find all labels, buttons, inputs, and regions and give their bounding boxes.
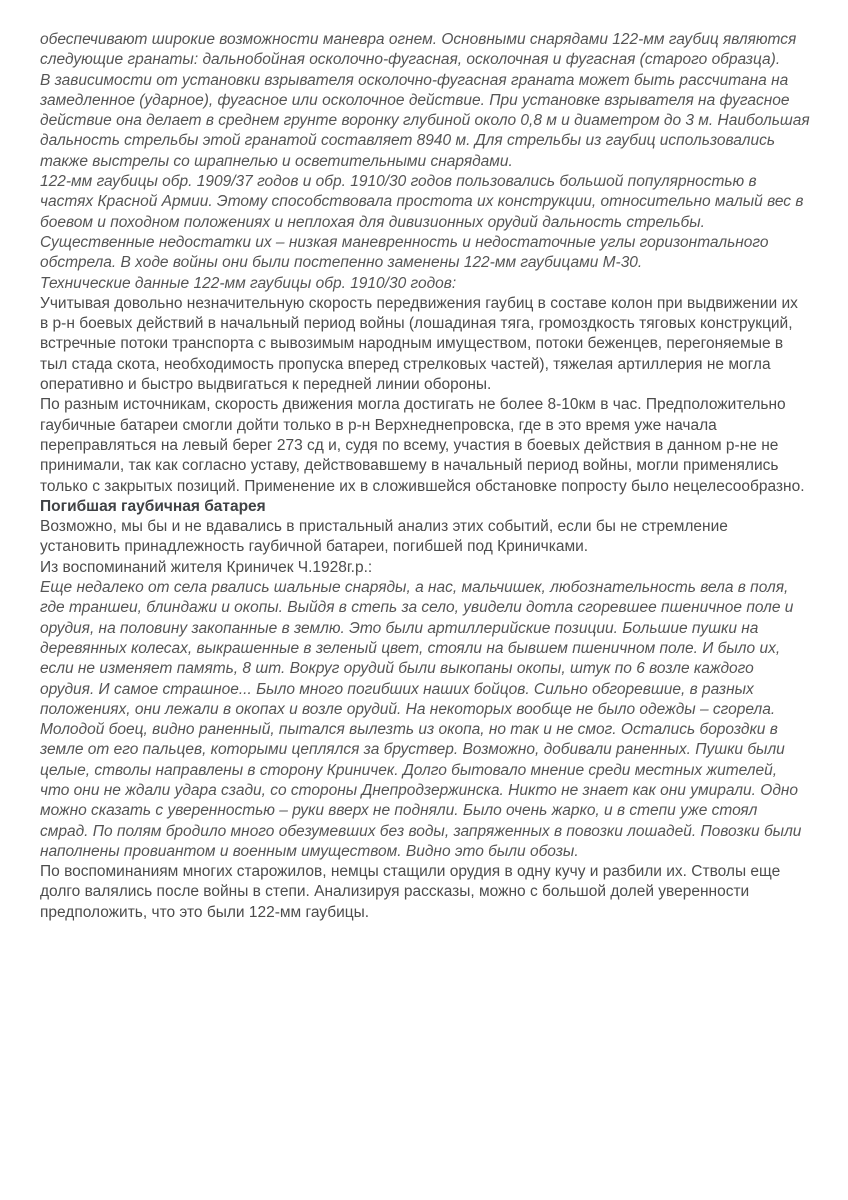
paragraph-fuse-settings: В зависимости от установки взрывателя осколочно-фугасная граната может быть рассчитана на замедленное (ударное), фугасное или осколочное действие. При установке взрывателя на фугасное действие она делает в среднем грунте воронку глубиной около 0,8 м и диаметром до 3 м. Наибольшая дальность стрельбы этой гранатой составляет 8940 м. Для стрельбы из гаубиц использовались также выстрелы со шрапнелью и осветительными снарядами.	[40, 71, 810, 170]
paragraph-sources-speed: По разным источникам, скорость движения могла достигать не более 8-10км в час. Предположительно гаубичные батареи смогли дойти только в р-н Верхнеднепровска, где в это время уже начала переправляться на левый берег 273 сд и, судя по всему, участия в боевых действия в данном р-не не принимали, так как согласно уставу, действовавшему в начальный период войны, могли применялись только с закрытых позиций. Применение их в сложившейся обстановке попросту было нецелесообразно.	[40, 396, 805, 495]
paragraph-march-speed: Учитывая довольно незначительную скорость передвижения гаубиц в составе колон при выдвижении их в р-н боевых действий в начальный период войны (лошадиная тяга, громоздкость тяговых конструкций, встречные потоки транспорта с вывозимым народным имуществом, потоки беженцев, перегоняемые в тыл стада скота, необходимость пропуска вперед стрелковых частей), тяжелая артиллерия не могла оперативно и быстро выдвигаться к передней линии обороны.	[40, 294, 798, 394]
paragraph-shells-intro: обеспечивают широкие возможности маневра огнем. Основными снарядами 122-мм гаубиц являются следующие гранаты: дальнобойная осколочно-фугасная, осколочная и фугасная (старого образца).	[40, 31, 797, 69]
section-heading-lost-battery: Погибшая гаубичная батарея	[40, 497, 266, 515]
paragraph-memoir-intro: Из воспоминаний жителя Криничек Ч.1928г.р.:	[40, 558, 373, 576]
paragraph-tech-data-label: Технические данные 122-мм гаубицы обр. 1910/30 годов:	[40, 274, 457, 292]
paragraph-memoir-quote: Еще недалеко от села рвались шальные снаряды, а нас, мальчишек, любознательность вела в поля, где траншеи, блиндажи и окопы. Выйдя в степь за село, увидели дотла сгоревшее пшеничное поле и орудия, на половину закопанные в землю. Это были артиллерийские позиции. Большие пушки на деревянных колесах, выкрашенные в зеленый цвет, стояли на бывшем пшеничном поле. И было их, если не изменяет память, 8 шт. Вокруг орудий были выкопаны окопы, штук по 6 возле каждого орудия. И самое страшное... Было много погибших наших бойцов. Сильно обгоревшие, в разных положениях, они лежали в окопах и возле орудий. На некоторых вообще не было одежды – сгорела. Молодой боец, видно раненный, пытался вылезть из окопа, но так и не смог. Остались бороздки в земле от его пальцев, которыми цеплялся за бруствер. Возможно, добивали раненных. Пушки были целые, стволы направлены в сторону Криничек. Долго бытовало мнение среди местных жителей, что они не ждали удара сзади, со стороны Днепродзержинска. Никто не знает как они умирали. Одно можно сказать с уверенностью – руки вверх не подняли. Было очень жарко, и в степи уже стоял смрад. По полям бродило много обезумевших без воды, запряженных в повозки лошадей. Повозки были наполнены провиантом и военным имуществом. Видно это были обозы.	[40, 579, 802, 860]
paragraph-analysis-reason: Возможно, мы бы и не вдавались в пристальный анализ этих событий, если бы не стремление установить принадлежность гаубичной батареи, погибшей под Криничками.	[40, 518, 728, 556]
paragraph-howitzer-popularity: 122-мм гаубицы обр. 1909/37 годов и обр. 1910/30 годов пользовались большой популярностью в частях Красной Армии. Этому способствовала простота их конструкции, относительно малый вес в боевом и походном положениях и неплохая для дивизионных орудий дальность стрельбы. Существенные недостатки их – низкая маневренность и недостаточные углы горизонтального обстрела. В ходе войны они были постепенно заменены 122-мм гаубицами М-30.	[40, 173, 804, 272]
article-body	[40, 30, 810, 923]
paragraph-conclusion: По воспоминаниям многих старожилов, немцы стащили орудия в одну кучу и разбили их. Стволы еще долго валялись после войны в степи. Анализируя рассказы, можно с большой долей уверенности предположить, что это были 122-мм гаубицы.	[40, 863, 781, 921]
